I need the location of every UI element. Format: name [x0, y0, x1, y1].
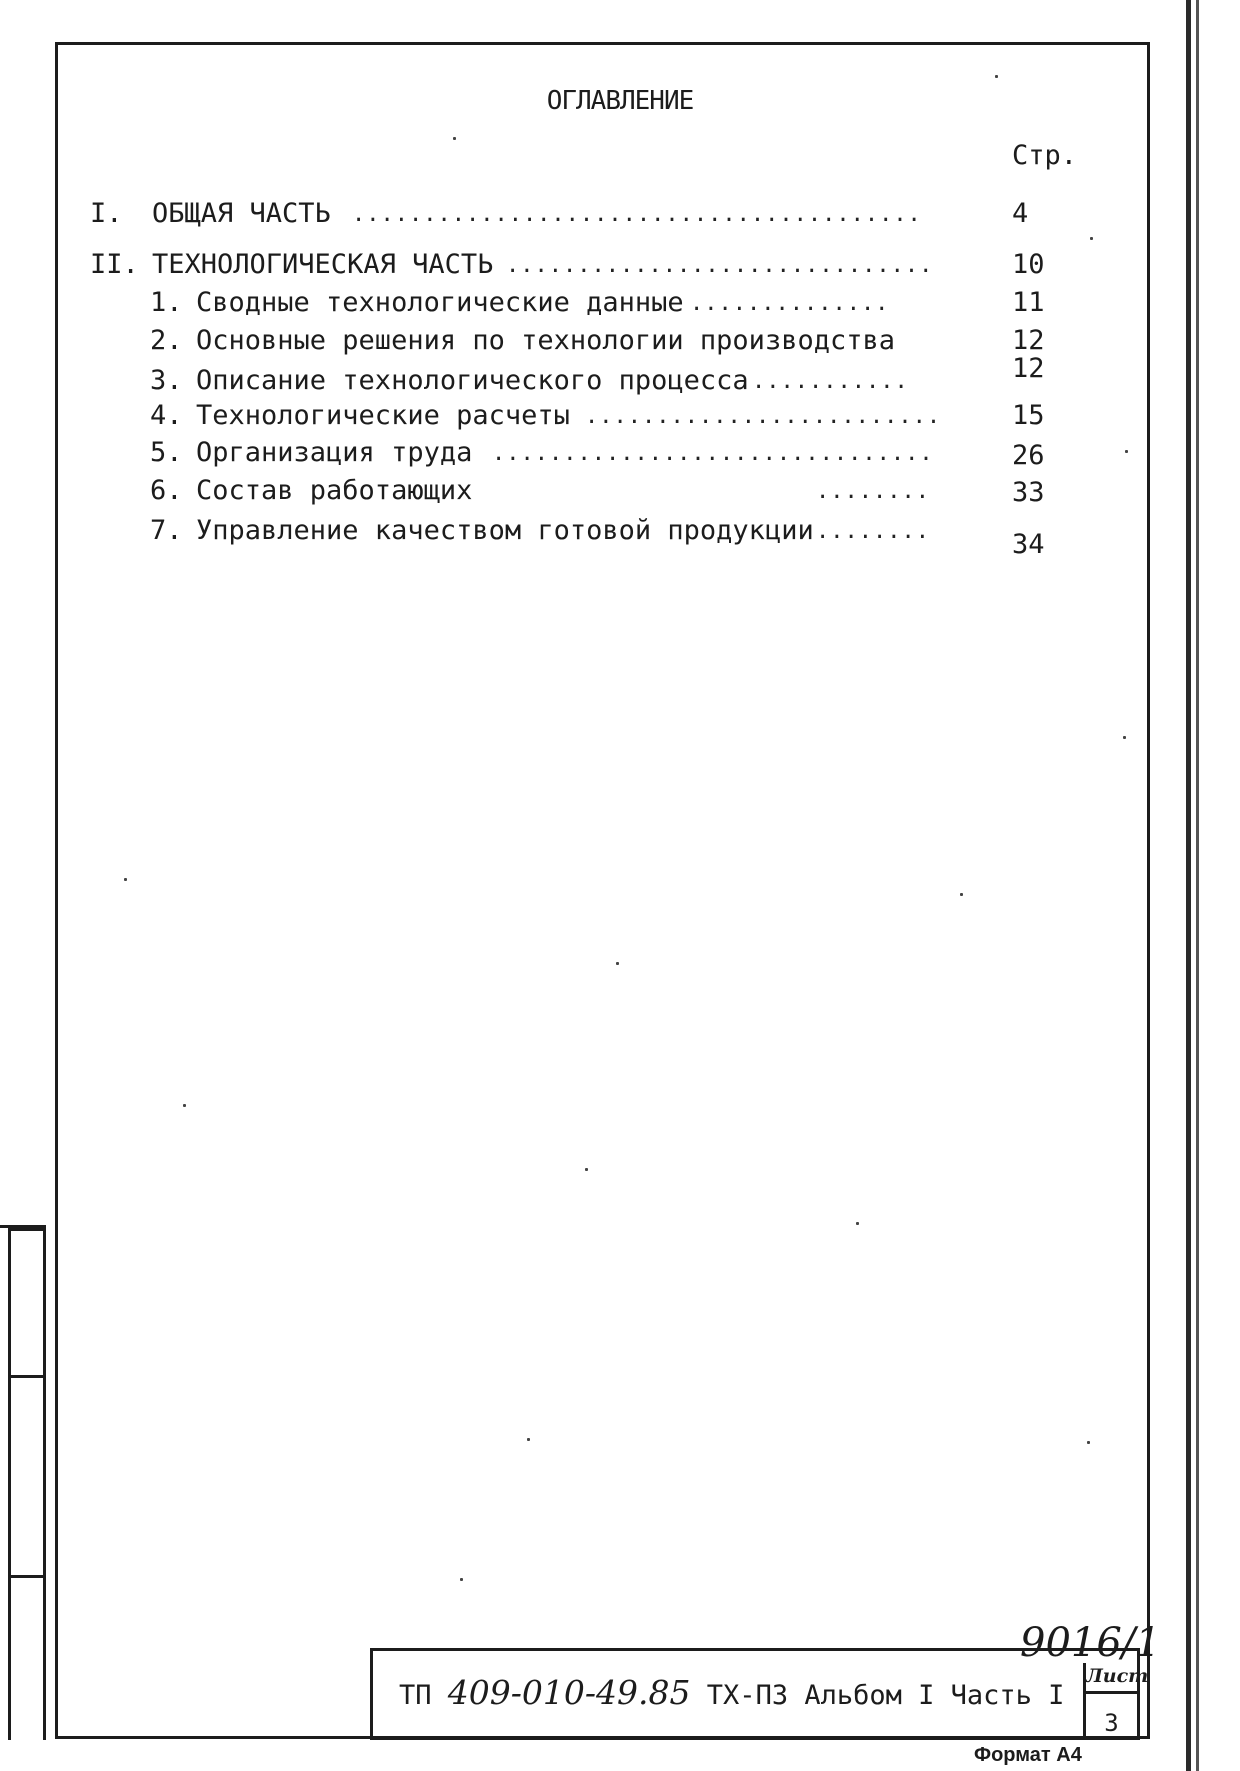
page-column-header: Стр.	[1012, 140, 1078, 171]
scan-speck	[1090, 237, 1093, 240]
scan-speck	[856, 1222, 859, 1225]
scan-speck	[527, 1438, 530, 1441]
dot-leader: ...........	[752, 369, 909, 394]
document-designation	[399, 1673, 1064, 1712]
toc-label: ОБЩАЯ ЧАСТЬ	[152, 198, 331, 229]
toc-row	[0, 287, 1240, 321]
scan-speck	[1123, 736, 1126, 739]
toc-row	[0, 325, 1240, 359]
toc-row	[0, 400, 1240, 434]
toc-page: 34	[1012, 529, 1045, 560]
format-label: Формат А4	[974, 1744, 1082, 1766]
dot-leader: ........	[816, 519, 930, 544]
toc-label: Управление качеством готовой продукции	[196, 515, 814, 546]
toc-page: 26	[1012, 440, 1045, 471]
toc-row	[0, 353, 1240, 399]
binding-cell	[8, 1228, 46, 1375]
toc-number: 7.	[150, 515, 183, 546]
toc-row	[0, 249, 1240, 283]
scan-speck	[124, 878, 127, 881]
scan-speck	[453, 137, 456, 140]
dot-leader: .........................	[585, 404, 942, 429]
binding-cell	[8, 1375, 46, 1575]
toc-number: 2.	[150, 325, 183, 356]
toc-label: Состав работающих	[196, 475, 473, 506]
sheet-box	[1083, 1663, 1149, 1739]
scan-speck	[960, 893, 963, 896]
toc-number: I.	[90, 198, 123, 229]
toc-page: 10	[1012, 249, 1045, 280]
toc-label: Организация труда	[196, 437, 473, 468]
toc-number: 5.	[150, 437, 183, 468]
scan-speck	[585, 1168, 588, 1171]
toc-row	[0, 198, 1240, 232]
toc-row	[0, 515, 1240, 560]
toc-number: 4.	[150, 400, 183, 431]
toc-page: 4	[1012, 198, 1029, 229]
dot-leader: ..............	[690, 291, 890, 316]
dot-leader: ........................................	[352, 202, 922, 227]
toc-page: 11	[1012, 287, 1045, 318]
designation-prefix: ТП	[399, 1680, 432, 1711]
designation-code: 409-010-49.85	[447, 1673, 691, 1712]
title-block	[370, 1648, 1149, 1740]
binding-cell	[8, 1575, 46, 1740]
page-title: ОГЛАВЛЕНИЕ	[546, 86, 694, 116]
toc-label: Основные решения по технологии производства	[196, 325, 895, 356]
scan-speck	[1087, 1441, 1090, 1444]
toc-label: Сводные технологические данные	[196, 287, 684, 318]
toc-number: 1.	[150, 287, 183, 318]
scan-speck	[460, 1578, 463, 1581]
toc-number: II.	[90, 249, 139, 280]
toc-page: 12	[1012, 353, 1045, 384]
toc-page: 33	[1012, 477, 1045, 508]
designation-suffix: ТХ-ПЗ Альбом I Часть I	[706, 1680, 1065, 1711]
sheet-number: 3	[1104, 1709, 1119, 1737]
toc-label: ТЕХНОЛОГИЧЕСКАЯ ЧАСТЬ	[152, 249, 494, 280]
toc-page: 15	[1012, 400, 1045, 431]
binding-strip	[0, 1225, 46, 1740]
dot-leader: ........	[816, 479, 930, 504]
toc-page: 12	[1012, 325, 1045, 356]
toc-row	[0, 437, 1240, 471]
toc-label: Технологические расчеты	[196, 400, 570, 431]
scan-speck	[1125, 450, 1128, 453]
dot-leader: ...............................	[492, 441, 934, 466]
toc-row	[0, 475, 1240, 509]
handwritten-annotation: 9016/1	[1020, 1620, 1161, 1666]
sheet-label: Лист	[1086, 1663, 1137, 1694]
scan-speck	[616, 962, 619, 965]
toc-number: 3.	[150, 365, 183, 396]
scan-speck	[183, 1104, 186, 1107]
toc-label: Описание технологического процесса	[196, 365, 749, 396]
toc-number: 6.	[150, 475, 183, 506]
dot-leader: ..............................	[506, 253, 934, 278]
scan-speck	[995, 75, 998, 78]
